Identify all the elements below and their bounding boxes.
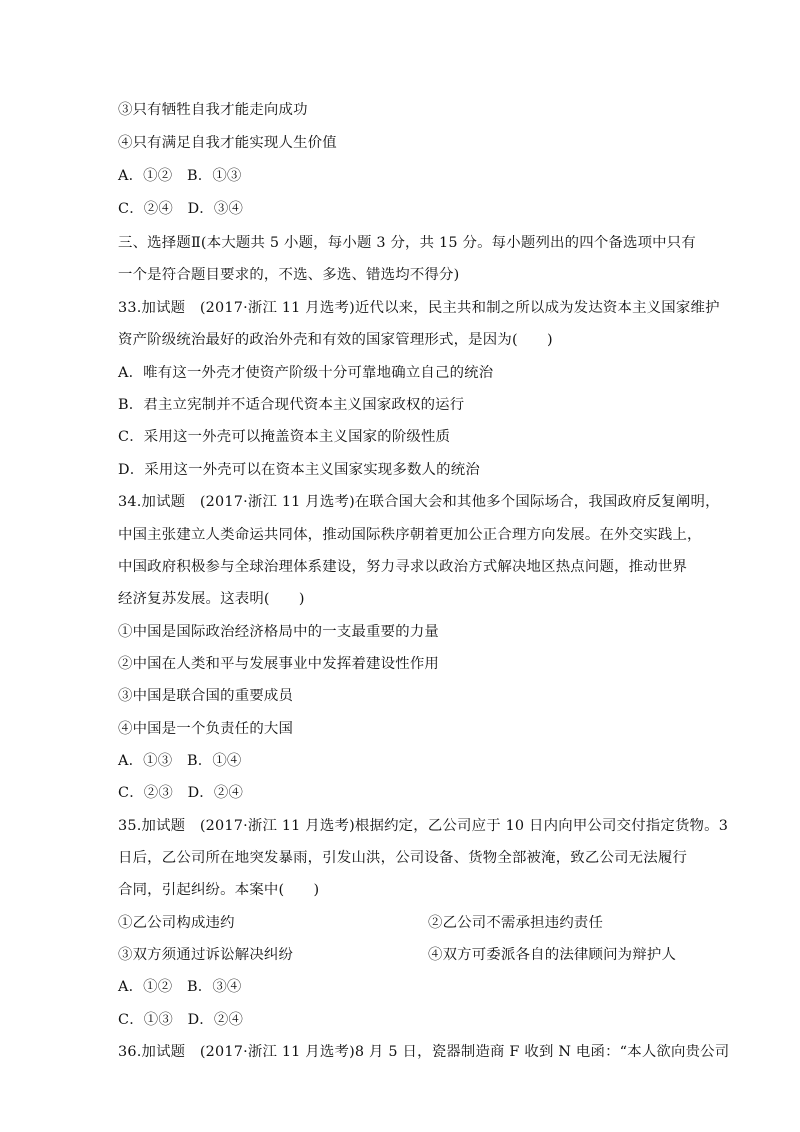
section-heading: 三、选择题Ⅱ(本大题共 5 小题，每小题 3 分，共 15 分。每小题列出的四个备选项中只有 xyxy=(118,235,696,251)
question-33-option-c: C．采用这一外壳可以掩盖资本主义国家的阶级性质 xyxy=(118,429,451,445)
question-35-stem: 35.加试题 (2017·浙江 11 月选考)根据约定，乙公司应于 10 日内向甲公司交付指定货物。3 xyxy=(118,818,729,834)
question-33-stem-cont: 资产阶级统治最好的政治外壳和有效的国家管理形式，是因为( ) xyxy=(118,332,553,348)
question-34-stem-cont: 中国主张建立人类命运共同体，推动国际秩序朝着更加公正合理方向发展。在外交实践上， xyxy=(118,527,702,543)
question-35-option-2: ②乙公司不需承担违约责任 xyxy=(428,915,604,931)
question-35-option-row xyxy=(118,913,604,933)
question-34-option-2: ②中国在人类和平与发展事业中发挥着建设性作用 xyxy=(118,656,439,672)
question-34-choices: A．①③ B．①④ xyxy=(118,753,242,769)
answer-choices: A．①② B．①③ xyxy=(118,168,242,184)
question-34-stem: 34.加试题 (2017·浙江 11 月选考)在联合国大会和其他多个国际场合，我国政府反复阐明， xyxy=(118,494,720,510)
question-36-stem: 36.加试题 (2017·浙江 11 月选考)8 月 5 日，瓷器制造商 F 收到 N 电函：“本人欲向贵公司 xyxy=(118,1044,730,1060)
question-35-choices: C．①③ D．②④ xyxy=(118,1012,244,1028)
question-35-stem-cont: 合同，引起纠纷。本案中( ) xyxy=(118,882,320,898)
question-35-option-1: ①乙公司构成违约 xyxy=(118,915,235,931)
question-35-option-4: ④双方可委派各自的法律顾问为辩护人 xyxy=(428,947,677,963)
question-35-stem-cont: 日后，乙公司所在地突发暴雨，引发山洪，公司设备、货物全部被淹，致乙公司无法履行 xyxy=(118,850,688,866)
question-33-option-d: D．采用这一外壳可以在资本主义国家实现多数人的统治 xyxy=(118,462,480,478)
answer-choices: C．②④ D．③④ xyxy=(118,201,244,217)
option-line: ③只有牺牲自我才能走向成功 xyxy=(118,102,308,118)
question-34-option-4: ④中国是一个负责任的大国 xyxy=(118,721,294,737)
option-line: ④只有满足自我才能实现人生价值 xyxy=(118,135,337,151)
question-34-stem-cont: 中国政府积极参与全球治理体系建设，努力寻求以政治方式解决地区热点问题，推动世界 xyxy=(118,559,688,575)
question-33-option-b: B．君主立宪制并不适合现代资本主义国家政权的运行 xyxy=(118,397,465,413)
question-35-option-row xyxy=(118,945,677,965)
section-heading-cont: 一个是符合题目要求的，不选、多选、错选均不得分) xyxy=(118,267,460,283)
question-35-option-3: ③双方须通过诉讼解决纠纷 xyxy=(118,947,294,963)
question-34-stem-cont: 经济复苏发展。这表明( ) xyxy=(118,591,305,607)
question-34-option-3: ③中国是联合国的重要成员 xyxy=(118,688,294,704)
question-35-choices: A．①② B．③④ xyxy=(118,979,242,995)
question-34-option-1: ①中国是国际政治经济格局中的一支最重要的力量 xyxy=(118,624,439,640)
question-33-option-a: A．唯有这一外壳才使资产阶级十分可靠地确立自己的统治 xyxy=(118,365,494,381)
question-33-stem: 33.加试题 (2017·浙江 11 月选考)近代以来，民主共和制之所以成为发达资本主义国家维护 xyxy=(118,300,720,316)
question-34-choices: C．②③ D．②④ xyxy=(118,785,244,801)
